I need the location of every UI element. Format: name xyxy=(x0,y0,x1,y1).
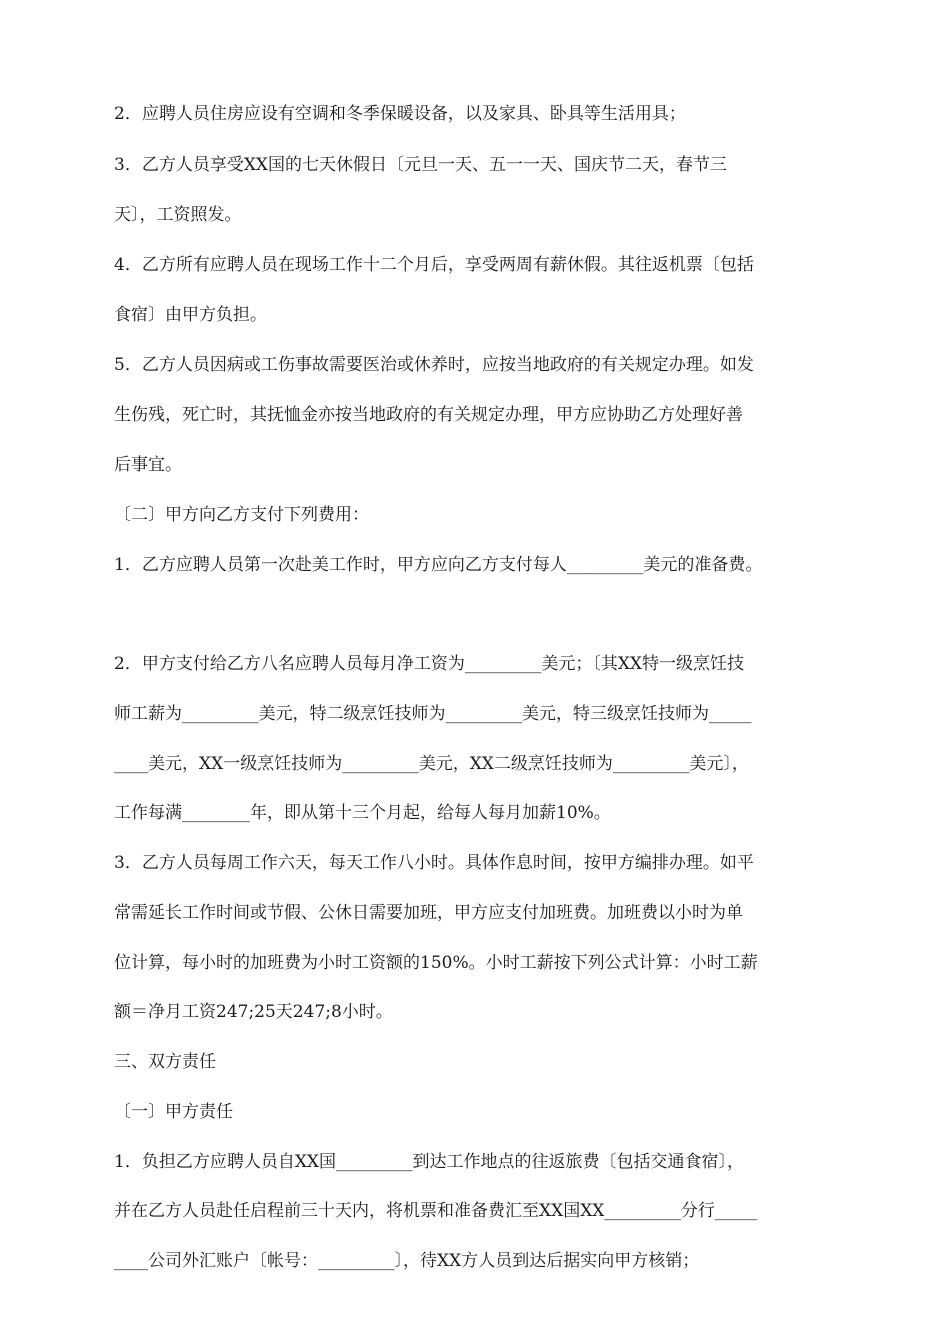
subsection-heading: 〔一〕甲方责任 xyxy=(114,1102,233,1122)
paragraph-line: 1．负担乙方应聘人员自XX国_________到达工作地点的往返旅费〔包括交通食宿〕， xyxy=(114,1152,745,1172)
paragraph-line: 额＝净月工资247;25天247;8小时。 xyxy=(114,1002,393,1022)
section-heading: 〔二〕甲方向乙方支付下列费用： xyxy=(114,505,369,525)
paragraph-line: 位计算，每小时的加班费为小时工资额的150%。小时工薪按下列公式计算：小时工薪 xyxy=(114,953,758,973)
paragraph-line: ____公司外汇账户〔帐号：_________〕，待XX方人员到达后据实向甲方核销； xyxy=(114,1251,700,1271)
paragraph-line: 2．甲方支付给乙方八名应聘人员每月净工资为_________美元；〔其XX特一级烹饪技 xyxy=(114,654,745,674)
paragraph-line: 1．乙方应聘人员第一次赴美工作时，甲方应向乙方支付每人_________美元的准备费。 xyxy=(114,555,763,575)
paragraph-line: 师工薪为_________美元，特二级烹饪技师为_________美元，特三级烹饪技师为_____ xyxy=(114,704,752,724)
paragraph-line: 4．乙方所有应聘人员在现场工作十二个月后，享受两周有薪休假。其往返机票〔包括 xyxy=(114,255,754,275)
paragraph-line: 并在乙方人员赴任启程前三十天内，将机票和准备费汇至XX国XX_________分行_____ xyxy=(114,1201,758,1221)
paragraph-line: 3．乙方人员享受XX国的七天休假日〔元旦一天、五一一天、国庆节二天，春节三 xyxy=(114,155,728,175)
paragraph-line: 天〕，工资照发。 xyxy=(114,205,242,225)
paragraph-line: 5．乙方人员因病或工伤事故需要医治或休养时，应按当地政府的有关规定办理。如发 xyxy=(114,355,754,375)
paragraph-line: ____美元，XX一级烹饪技师为_________美元，XX二级烹饪技师为_________美元〕， xyxy=(114,754,749,774)
paragraph-line: 工作每满________年，即从第十三个月起，给每人每月加薪10%。 xyxy=(114,803,611,823)
paragraph-line: 食宿〕由甲方负担。 xyxy=(114,305,267,325)
paragraph-line: 后事宜。 xyxy=(114,455,182,475)
paragraph-line: 2．应聘人员住房应设有空调和冬季保暖设备，以及家具、卧具等生活用具； xyxy=(114,104,686,124)
paragraph-line: 3．乙方人员每周工作六天，每天工作八小时。具体作息时间，按甲方编排办理。如平 xyxy=(114,853,754,873)
paragraph-line: 常需延长工作时间或节假、公休日需要加班，甲方应支付加班费。加班费以小时为单 xyxy=(114,903,743,923)
section-heading: 三、双方责任 xyxy=(114,1052,216,1072)
paragraph-line: 生伤残，死亡时，其抚恤金亦按当地政府的有关规定办理，甲方应协助乙方处理好善 xyxy=(114,405,743,425)
